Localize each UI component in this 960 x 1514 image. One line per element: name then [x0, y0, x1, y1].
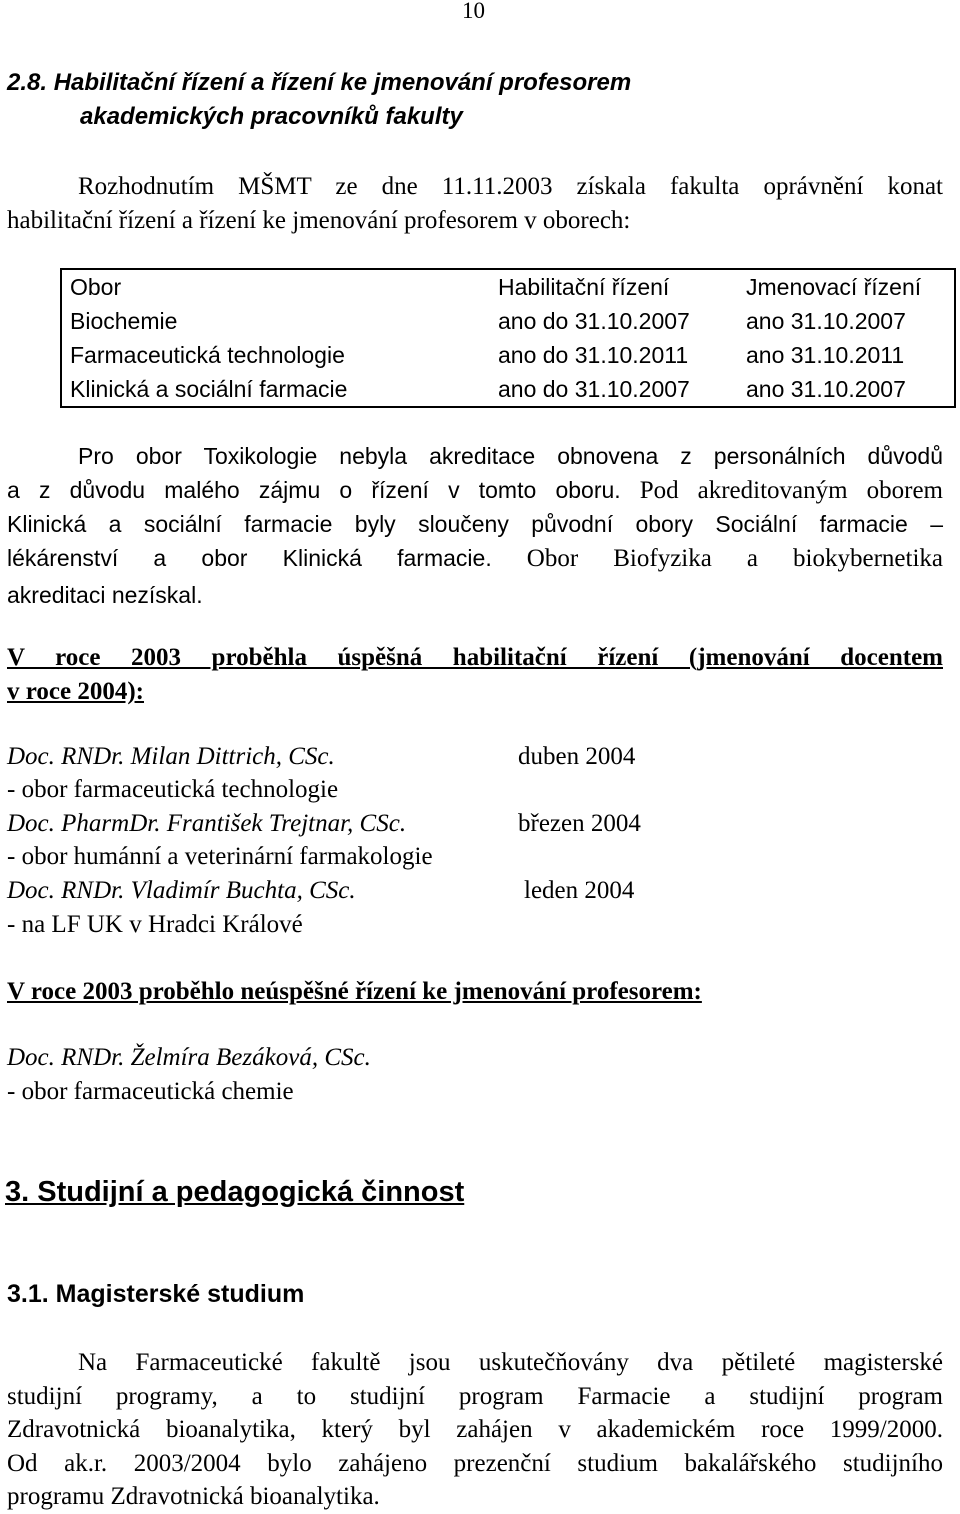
neuspesne-heading: V roce 2003 proběhlo neúspěšné řízení ke jmenování profesorem:	[7, 978, 702, 1005]
table-cell: Biochemie	[70, 308, 178, 334]
habilitace-heading-line1: V roce 2003 proběhla úspěšná habilitační řízení (jmenování docentem	[7, 644, 943, 671]
magisterske-line4: Od ak.r. 2003/2004 bylo zahájeno prezenční studium bakalářského studijního	[7, 1450, 943, 1477]
magisterske-line3: Zdravotnická bioanalytika, který byl zahájen v akademickém roce 1999/2000.	[7, 1416, 943, 1443]
habilitace-date-1: duben 2004	[518, 743, 636, 770]
toxikologie-line5: akreditaci nezískal.	[7, 582, 203, 608]
table-cell: Klinická a sociální farmacie	[70, 376, 348, 402]
toxikologie-line3: Klinická a sociální farmacie byly sloučeny původní obory Sociální farmacie –	[7, 511, 943, 537]
table-header-cell: Jmenovací řízení	[746, 274, 922, 300]
habilitace-date-2: březen 2004	[518, 810, 641, 837]
table-row	[61, 304, 955, 338]
toxikologie-line4b: Obor Biofyzika a biokybernetika	[526, 545, 944, 572]
toxikologie-line4	[7, 541, 943, 576]
table-header-cell: Habilitační řízení	[498, 274, 670, 300]
habilitace-detail-1: - obor farmaceutická technologie	[7, 776, 339, 803]
habilitace-detail-2: - obor humánní a veterinární farmakologie	[7, 843, 433, 870]
magisterske-line1: Na Farmaceutické fakultě jsou uskutečňovány dva pětileté magisterské	[78, 1349, 943, 1376]
neuspesne-detail: - obor farmaceutická chemie	[7, 1078, 294, 1105]
habilitace-date-3: leden 2004	[524, 877, 635, 904]
table-cell: ano 31.10.2007	[746, 308, 906, 334]
table-cell: ano 31.10.2011	[746, 342, 905, 368]
table-row	[61, 372, 955, 407]
page-number: 10	[462, 0, 485, 23]
table-cell: ano do 31.10.2007	[498, 308, 690, 334]
toxikologie-line2	[7, 473, 943, 508]
obory-table	[60, 268, 956, 408]
habilitace-heading-line2: v roce 2004):	[7, 678, 144, 705]
intro-line2: habilitační řízení a řízení ke jmenování profesorem v oborech:	[7, 207, 631, 234]
toxikologie-line1: Pro obor Toxikologie nebyla akreditace obnovena z personálních důvodů	[78, 443, 943, 469]
magisterske-line2: studijní programy, a to studijní program Farmacie a studijní program	[7, 1383, 943, 1410]
table-cell: ano do 31.10.2011	[498, 342, 689, 368]
toxikologie-line2a: a z důvodu malého zájmu o řízení v tomto oboru.	[7, 477, 621, 503]
table-cell: ano do 31.10.2007	[498, 376, 690, 402]
section-3-title: 3. Studijní a pedagogická činnost	[5, 1176, 465, 1208]
section-title-line2: akademických pracovníků fakulty	[80, 103, 463, 130]
habilitace-detail-3: - na LF UK v Hradci Králové	[7, 911, 303, 938]
section-title-line1: 2.8. Habilitační řízení a řízení ke jmenování profesorem	[7, 69, 632, 96]
neuspesne-name: Doc. RNDr. Želmíra Bezáková, CSc.	[7, 1044, 371, 1071]
table-header-row	[61, 269, 955, 304]
section-3-1-subtitle: 3.1. Magisterské studium	[7, 1280, 305, 1308]
toxikologie-line4a: lékárenství a obor Klinická farmacie.	[7, 545, 492, 571]
table-cell: Farmaceutická technologie	[70, 342, 345, 368]
table-row	[61, 338, 955, 372]
magisterske-line5: programu Zdravotnická bioanalytika.	[7, 1483, 380, 1510]
toxikologie-line2b: Pod akreditovaným oborem	[639, 477, 943, 504]
habilitace-name-3: Doc. RNDr. Vladimír Buchta, CSc.	[7, 877, 356, 904]
habilitace-name-1: Doc. RNDr. Milan Dittrich, CSc.	[7, 743, 335, 770]
habilitace-name-2: Doc. PharmDr. František Trejtnar, CSc.	[7, 810, 407, 837]
table-cell: ano 31.10.2007	[746, 376, 906, 402]
table-header-cell: Obor	[70, 274, 122, 300]
intro-line1: Rozhodnutím MŠMT ze dne 11.11.2003 získala fakulta oprávnění konat	[78, 173, 943, 200]
